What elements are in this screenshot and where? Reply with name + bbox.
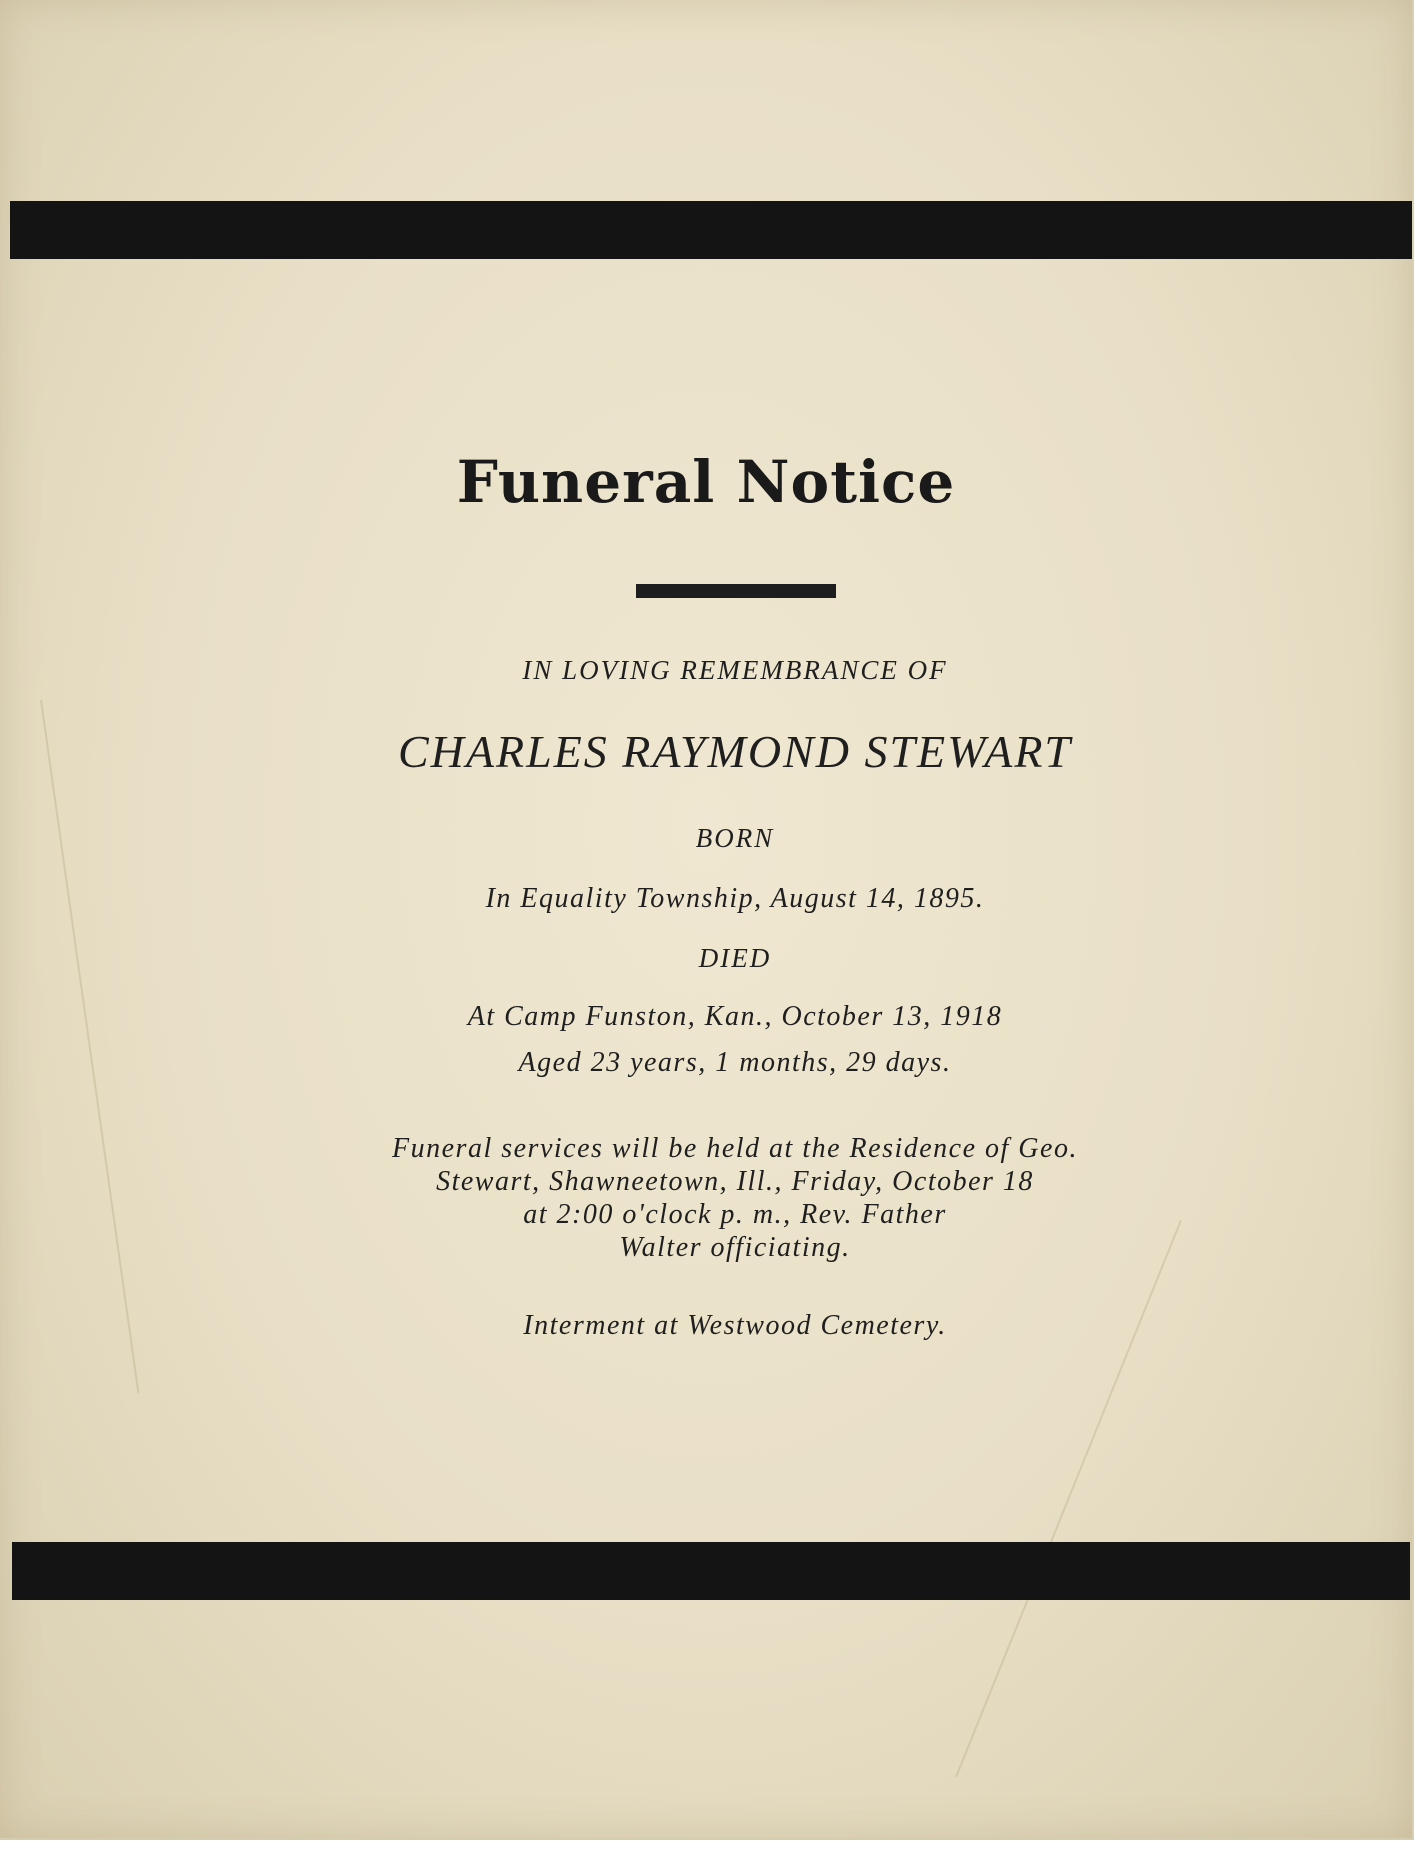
remembrance-line: IN LOVING REMEMBRANCE OF [522, 655, 948, 685]
interment-line: Interment at Westwood Cemetery. [523, 1310, 947, 1341]
died-label: DIED [698, 943, 772, 973]
services-line-3: at 2:00 o'clock p. m., Rev. Father [523, 1199, 947, 1230]
deceased-name: CHARLES RAYMOND STEWART [397, 726, 1073, 777]
born-label: BORN [695, 823, 775, 853]
age-line: Aged 23 years, 1 months, 29 days. [518, 1047, 952, 1078]
died-detail: At Camp Funston, Kan., October 13, 1918 [467, 1001, 1003, 1032]
services-line-4: Walter officiating. [619, 1232, 851, 1263]
services-line-1: Funeral services will be held at the Residence of Geo. [392, 1133, 1078, 1164]
services-line-2: Stewart, Shawneetown, Ill., Friday, October 18 [436, 1166, 1034, 1197]
bottom-mourning-band [12, 1542, 1410, 1600]
born-detail: In Equality Township, August 14, 1895. [485, 883, 985, 914]
notice-title: Funeral Notice [456, 448, 956, 516]
top-mourning-band [10, 201, 1412, 259]
paper-crease [955, 1220, 1182, 1777]
title-divider [636, 584, 836, 598]
